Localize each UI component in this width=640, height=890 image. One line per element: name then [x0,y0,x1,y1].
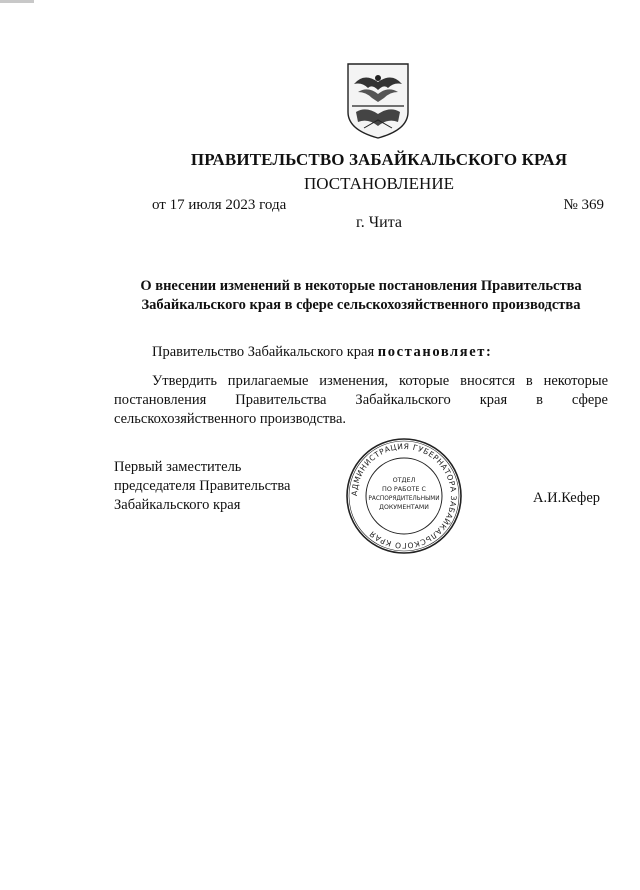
decree-prefix: Правительство Забайкальского края [152,344,378,360]
decree-verb: постановляет: [377,344,493,360]
document-date: от 17 июля 2023 года [152,197,287,213]
scan-corner-mark [0,0,34,3]
stamp-center-line: ПО РАБОТЕ С [382,485,426,493]
coat-of-arms-emblem [344,62,412,140]
position-line: председателя Правительства [114,478,291,494]
decree-statement [152,344,492,361]
body-line: Утвердить прилагаемые изменения, которые вносятся в некоторые [152,373,608,389]
stamp-center-line: ДОКУМЕНТАМИ [379,504,429,511]
document-type: ПОСТАНОВЛЕНИЕ [303,174,454,193]
stamp-center-line: ОТДЕЛ [392,476,416,484]
official-stamp [344,436,464,556]
document-city: г. Чита [355,214,402,231]
stamp-center-line: РАСПОРЯДИТЕЛЬНЫМИ [368,496,440,502]
government-title: ПРАВИТЕЛЬСТВО ЗАБАЙКАЛЬСКОГО КРАЯ [190,150,568,169]
body-line: постановления Правительства Забайкальского края в сфере [114,392,608,408]
document-number: № 369 [563,197,604,213]
stamp-ring-text: АДМИНИСТРАЦИЯ ГУБЕРНАТОРА ЗАБАЙКАЛЬСКОГО КРАЯ [349,441,459,551]
decree-body [114,372,608,429]
subject-line: Забайкальского края в сфере сельскохозяйственного производства [141,297,581,313]
subject-line: О внесении изменений в некоторые постановления Правительства [140,278,582,294]
position-line: Первый заместитель [114,459,242,475]
signatory-position [114,458,290,515]
document-subject [114,277,608,315]
signatory-name: А.И.Кефер [533,490,601,506]
body-line: сельскохозяйственного производства. [114,411,347,427]
position-line: Забайкальского края [114,497,241,513]
